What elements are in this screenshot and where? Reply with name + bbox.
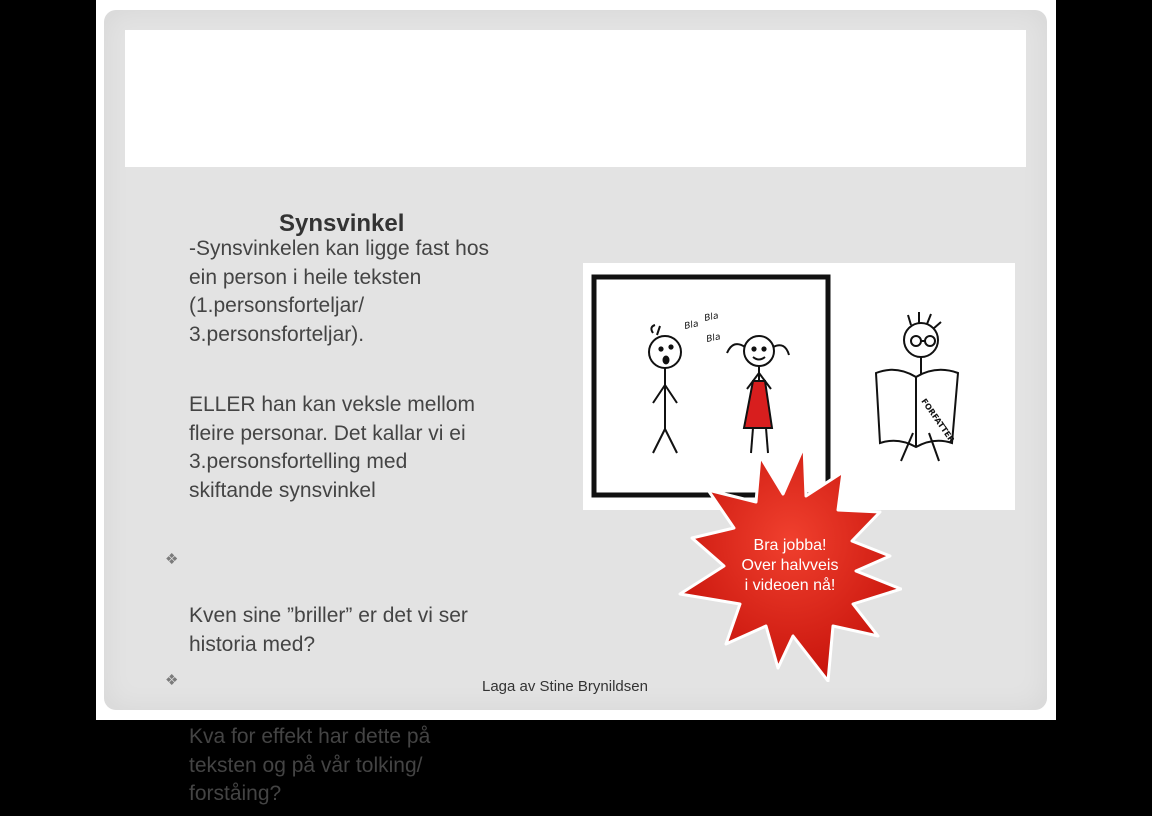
list-item bbox=[165, 545, 565, 659]
callout-line: Bra jobba! bbox=[753, 537, 827, 554]
title-placeholder bbox=[125, 30, 1026, 167]
callout-text bbox=[678, 536, 902, 596]
paragraph-fixed-perspective: -Synsvinkelen kan ligge fast hos ein person i heile teksten (1.personsforteljar/ 3.personsforteljar). bbox=[189, 237, 489, 346]
diamond-bullet-icon: ❖ bbox=[165, 672, 179, 689]
diamond-bullet-icon: ❖ bbox=[165, 551, 179, 568]
author-credit: Laga av Stine Brynildsen bbox=[482, 678, 648, 695]
speech-text: Bla bbox=[705, 332, 722, 345]
question-text: Kva for effekt har dette på teksten og på vår tolking/ forståing? bbox=[189, 725, 431, 805]
callout-line: Over halvveis bbox=[741, 557, 839, 574]
speech-text: Bla bbox=[683, 319, 700, 332]
callout-line: i videoen nå! bbox=[744, 577, 836, 594]
paragraph-shifting-perspective: ELLER han kan veksle mellom fleire personar. Det kallar vi ei 3.personsfortelling med skiftande synsvinkel bbox=[189, 393, 475, 502]
speech-text: Bla bbox=[703, 311, 720, 324]
question-text: Kven sine ”briller” er det vi ser historia med? bbox=[189, 604, 468, 656]
book-label: FORFATTER bbox=[919, 396, 957, 445]
slide-heading: Synsvinkel bbox=[279, 210, 405, 237]
